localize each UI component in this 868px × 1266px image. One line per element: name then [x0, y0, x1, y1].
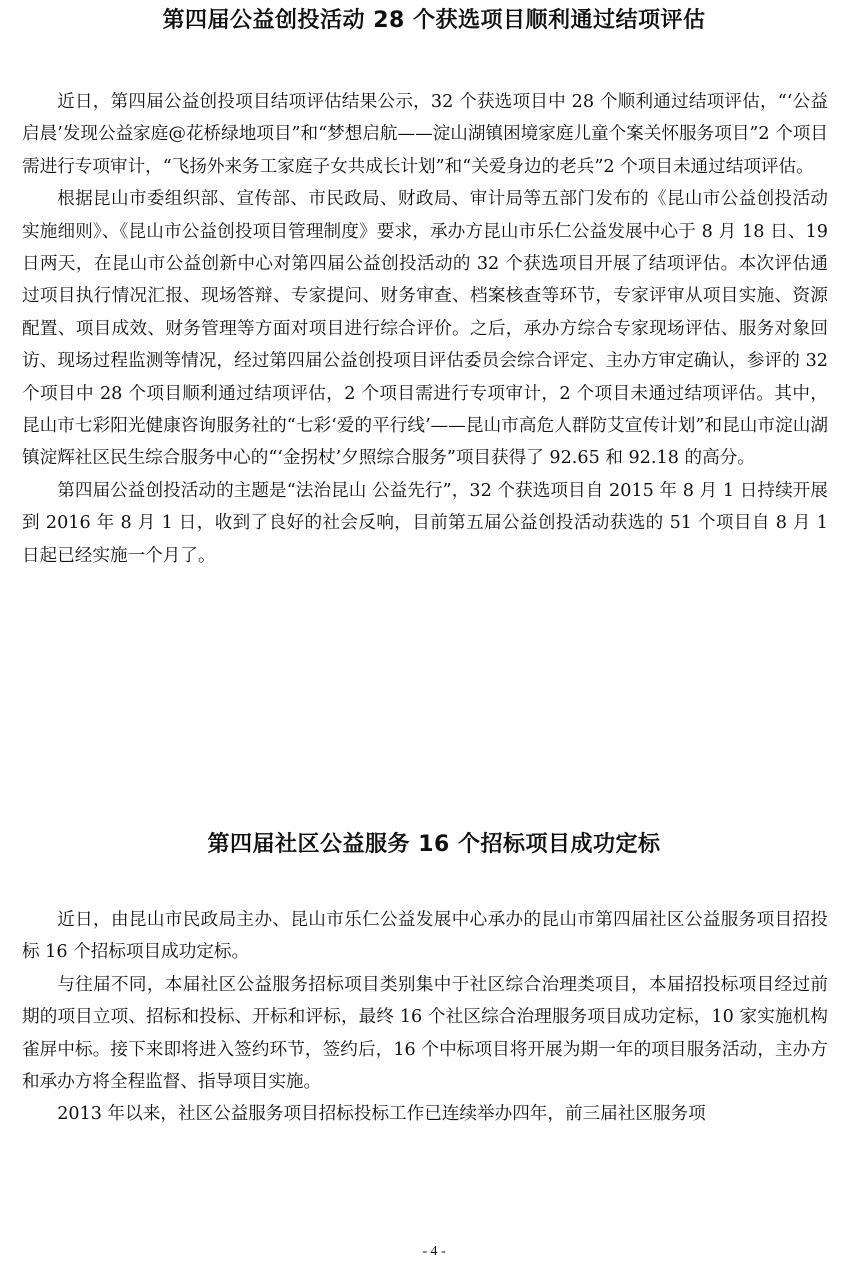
- page-number: - 4 -: [422, 1244, 446, 1259]
- article-body-2: [22, 904, 828, 1131]
- paragraph: 近日，由昆山市民政局主办、昆山市乐仁公益发展中心承办的昆山市第四届社区公益服务项目招投标 16 个招标项目成功定标。: [22, 910, 828, 963]
- paragraph: 2013 年以来，社区公益服务项目招标投标工作已连续举办四年，前三届社区服务项: [57, 1104, 706, 1125]
- paragraph: 根据昆山市委组织部、宣传部、市民政局、财政局、审计局等五部门发布的《昆山市公益创投活动实施细则》、《昆山市公益创投项目管理制度》要求，承办方昆山市乐仁公益发展中心于 8 月 18 日、19 日两天，在昆山市公益创新中心对第四届公益创投活动的 32 个获选项目开展了结项评估。本次评估通过项目执行情况汇报、现场答辩、专家提问、财务审查、档案核查等环节，专家评审从项目实施、资源配置、项目成效、财务管理等方面对项目进行综合评价。之后，承办方综合专家现场评估、服务对象回访、现场过程监测等情况，经过第四届公益创投项目评估委员会综合评定、主办方审定确认，参评的 32 个项目中 28 个项目顺利通过结项评估，2 个项目需进行专项审计，2 个项目未通过结项评估。其中，昆山市七彩阳光健康咨询服务社的“七彩‘爱的平行线’——昆山市高危人群防艾宣传计划”和昆山市淀山湖镇淀辉社区民生综合服务中心的“‘金拐杖’夕照综合服务”项目获得了 92.65 和 92.18 的高分。: [22, 189, 828, 469]
- paragraph: 近日，第四届公益创投项目结项评估结果公示，32 个获选项目中 28 个顺利通过结项评估，“‘公益启晨’发现公益家庭@花桥绿地项目”和“梦想启航——淀山湖镇困境家庭儿童个案关怀服务项目”2 个项目需进行专项审计，“飞扬外来务工家庭子女共成长计划”和“关爱身边的老兵”2 个项目未通过结项评估。: [22, 92, 828, 177]
- article-body-1: [22, 86, 828, 572]
- paragraph: 与往届不同，本届社区公益服务招标项目类别集中于社区综合治理类项目，本届招投标项目经过前期的项目立项、招标和投标、开标和评标，最终 16 个社区综合治理服务项目成功定标，10 家实施机构雀屏中标。接下来即将进入签约环节，签约后，16 个中标项目将开展为期一年的项目服务活动，主办方和承办方将全程监督、指导项目实施。: [22, 974, 828, 1093]
- paragraph: 第四届公益创投活动的主题是“法治昆山 公益先行”，32 个获选项目自 2015 年 8 月 1 日持续开展到 2016 年 8 月 1 日，收到了良好的社会反响，目前第五届公益创投活动获选的 51 个项目自 8 月 1 日起已经实施一个月了。: [22, 480, 828, 566]
- article-title-2: 第四届社区公益服务 16 个招标项目成功定标: [207, 832, 661, 857]
- article-title-1: 第四届公益创投活动 28 个获选项目顺利通过结项评估: [162, 8, 706, 33]
